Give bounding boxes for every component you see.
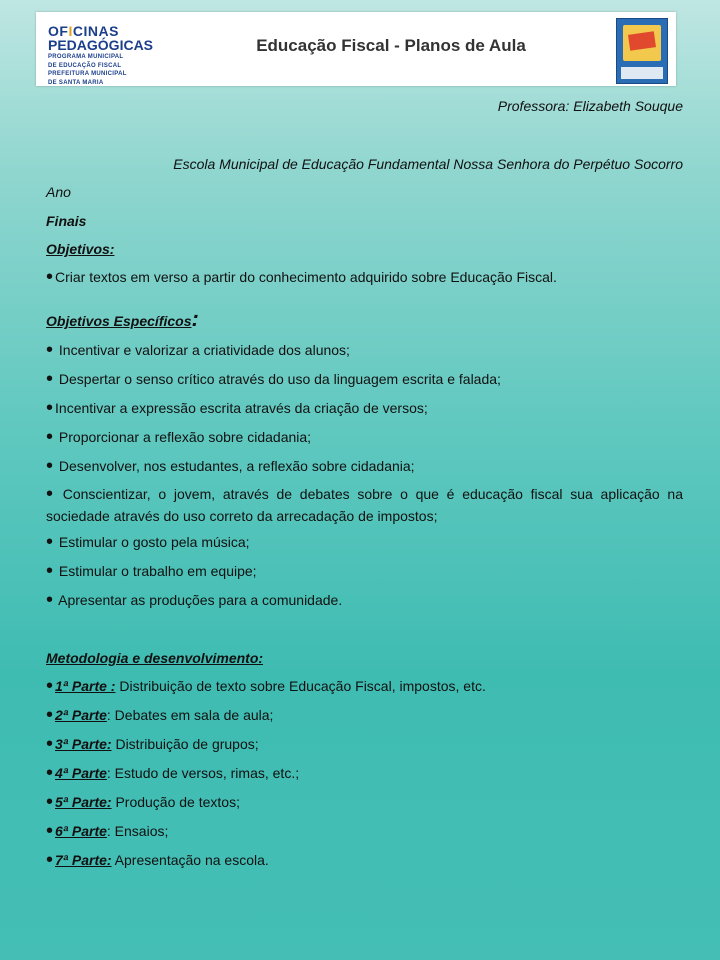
specific-objectives-heading — [46, 306, 199, 331]
list-item-text: Despertar o senso crítico através do uso da linguagem escrita e falada; — [58, 371, 501, 387]
step-text: : Ensaios; — [106, 823, 169, 839]
bullet-icon: • — [46, 762, 54, 784]
objectives-heading: Objetivos: — [46, 241, 115, 257]
list-item-text: Proporcionar a reflexão sobre cidadania; — [58, 429, 312, 445]
step-label: 5ª Parte: — [55, 794, 112, 810]
bullet-icon: • — [46, 704, 54, 726]
list-item-text: Desenvolver, nos estudantes, a reflexão sobre cidadania; — [58, 458, 415, 474]
bullet-icon: • — [46, 820, 54, 842]
step-label: 4ª Parte — [55, 765, 107, 781]
heading-colon: : — [191, 306, 199, 331]
list-item — [46, 483, 683, 527]
list-item — [46, 339, 350, 361]
bullet-icon: • — [46, 589, 54, 611]
step-item — [46, 820, 169, 842]
logo-text: I — [68, 23, 73, 39]
bullet-icon: • — [46, 849, 54, 871]
step-label: 6ª Parte — [55, 823, 107, 839]
logo-subtext: PROGRAMA MUNICIPAL — [48, 54, 124, 60]
list-item — [46, 368, 501, 390]
bullet-icon: • — [46, 397, 54, 419]
bullet-icon: • — [46, 426, 54, 448]
step-text: Distribuição de grupos; — [111, 736, 259, 752]
step-text: Produção de textos; — [111, 794, 240, 810]
step-text: Distribuição de texto sobre Educação Fiscal, impostos, etc. — [115, 678, 486, 694]
objective-text: Criar textos em verso a partir do conhecimento adquirido sobre Educação Fiscal. — [55, 269, 557, 285]
bullet-icon: • — [46, 733, 54, 755]
finais-label: Finais — [46, 213, 87, 229]
logo-text: OF — [48, 23, 69, 39]
logo-text: CINAS — [72, 23, 119, 39]
list-item-text: Incentivar e valorizar a criatividade dos alunos; — [58, 342, 350, 358]
list-item-text: Estimular o gosto pela música; — [58, 534, 250, 550]
list-item-text: Estimular o trabalho em equipe; — [58, 563, 257, 579]
list-item — [46, 455, 415, 477]
heading-text: Objetivos Específicos — [46, 313, 192, 329]
list-item — [46, 560, 257, 582]
ano-label: Ano — [46, 184, 71, 200]
list-item — [46, 426, 312, 448]
step-label: 1ª Parte : — [55, 678, 116, 694]
banner-title: Educação Fiscal - Planos de Aula — [256, 36, 526, 55]
teacher-name: Professora: Elizabeth Souque — [497, 98, 683, 114]
bullet-icon: • — [46, 266, 54, 288]
bullet-icon: • — [46, 483, 54, 505]
logo-text: PEDAGÓGICAS — [48, 37, 154, 53]
bullet-icon: • — [46, 791, 54, 813]
header-banner — [36, 12, 676, 86]
step-item — [46, 704, 274, 726]
step-text: : Debates em sala de aula; — [106, 707, 274, 723]
step-label: 3ª Parte: — [55, 736, 112, 752]
list-item — [46, 397, 428, 419]
list-item — [46, 531, 250, 553]
list-item-text: Apresentar as produções para a comunidade. — [58, 592, 343, 608]
step-label: 7ª Parte: — [55, 852, 112, 868]
bullet-icon: • — [46, 455, 54, 477]
school-name: Escola Municipal de Educação Fundamental Nossa Senhora do Perpétuo Socorro — [173, 156, 683, 172]
step-item — [46, 733, 259, 755]
bullet-icon: • — [46, 560, 54, 582]
bullet-icon: • — [46, 339, 54, 361]
bullet-icon: • — [46, 531, 54, 553]
logo-subtext: DE SANTA MARIA — [48, 79, 104, 86]
book-cover-icon — [616, 18, 668, 84]
step-text: Apresentação na escola. — [111, 852, 269, 868]
step-item — [46, 849, 269, 871]
list-item — [46, 589, 343, 611]
methodology-heading: Metodologia e desenvolvimento: — [46, 650, 264, 666]
step-text: : Estudo de versos, rimas, etc.; — [106, 765, 300, 781]
list-item-text: Incentivar a expressão escrita através da criação de versos; — [55, 400, 428, 416]
step-item — [46, 762, 300, 784]
bullet-icon: • — [46, 368, 54, 390]
step-label: 2ª Parte — [55, 707, 107, 723]
list-item-text: Conscientizar, o jovem, através de debates sobre o que é educação fiscal sua aplicação na sociedade através do uso correto da arrecadação de impostos; — [46, 486, 684, 524]
objective-item — [46, 266, 557, 288]
bullet-icon: • — [46, 675, 54, 697]
step-item — [46, 791, 240, 813]
oficinas-pedagogicas-logo — [48, 23, 178, 86]
step-item — [46, 675, 486, 697]
logo-subtext: PREFEITURA MUNICIPAL — [48, 71, 127, 77]
logo-subtext: DE EDUCAÇÃO FISCAL — [48, 62, 122, 69]
